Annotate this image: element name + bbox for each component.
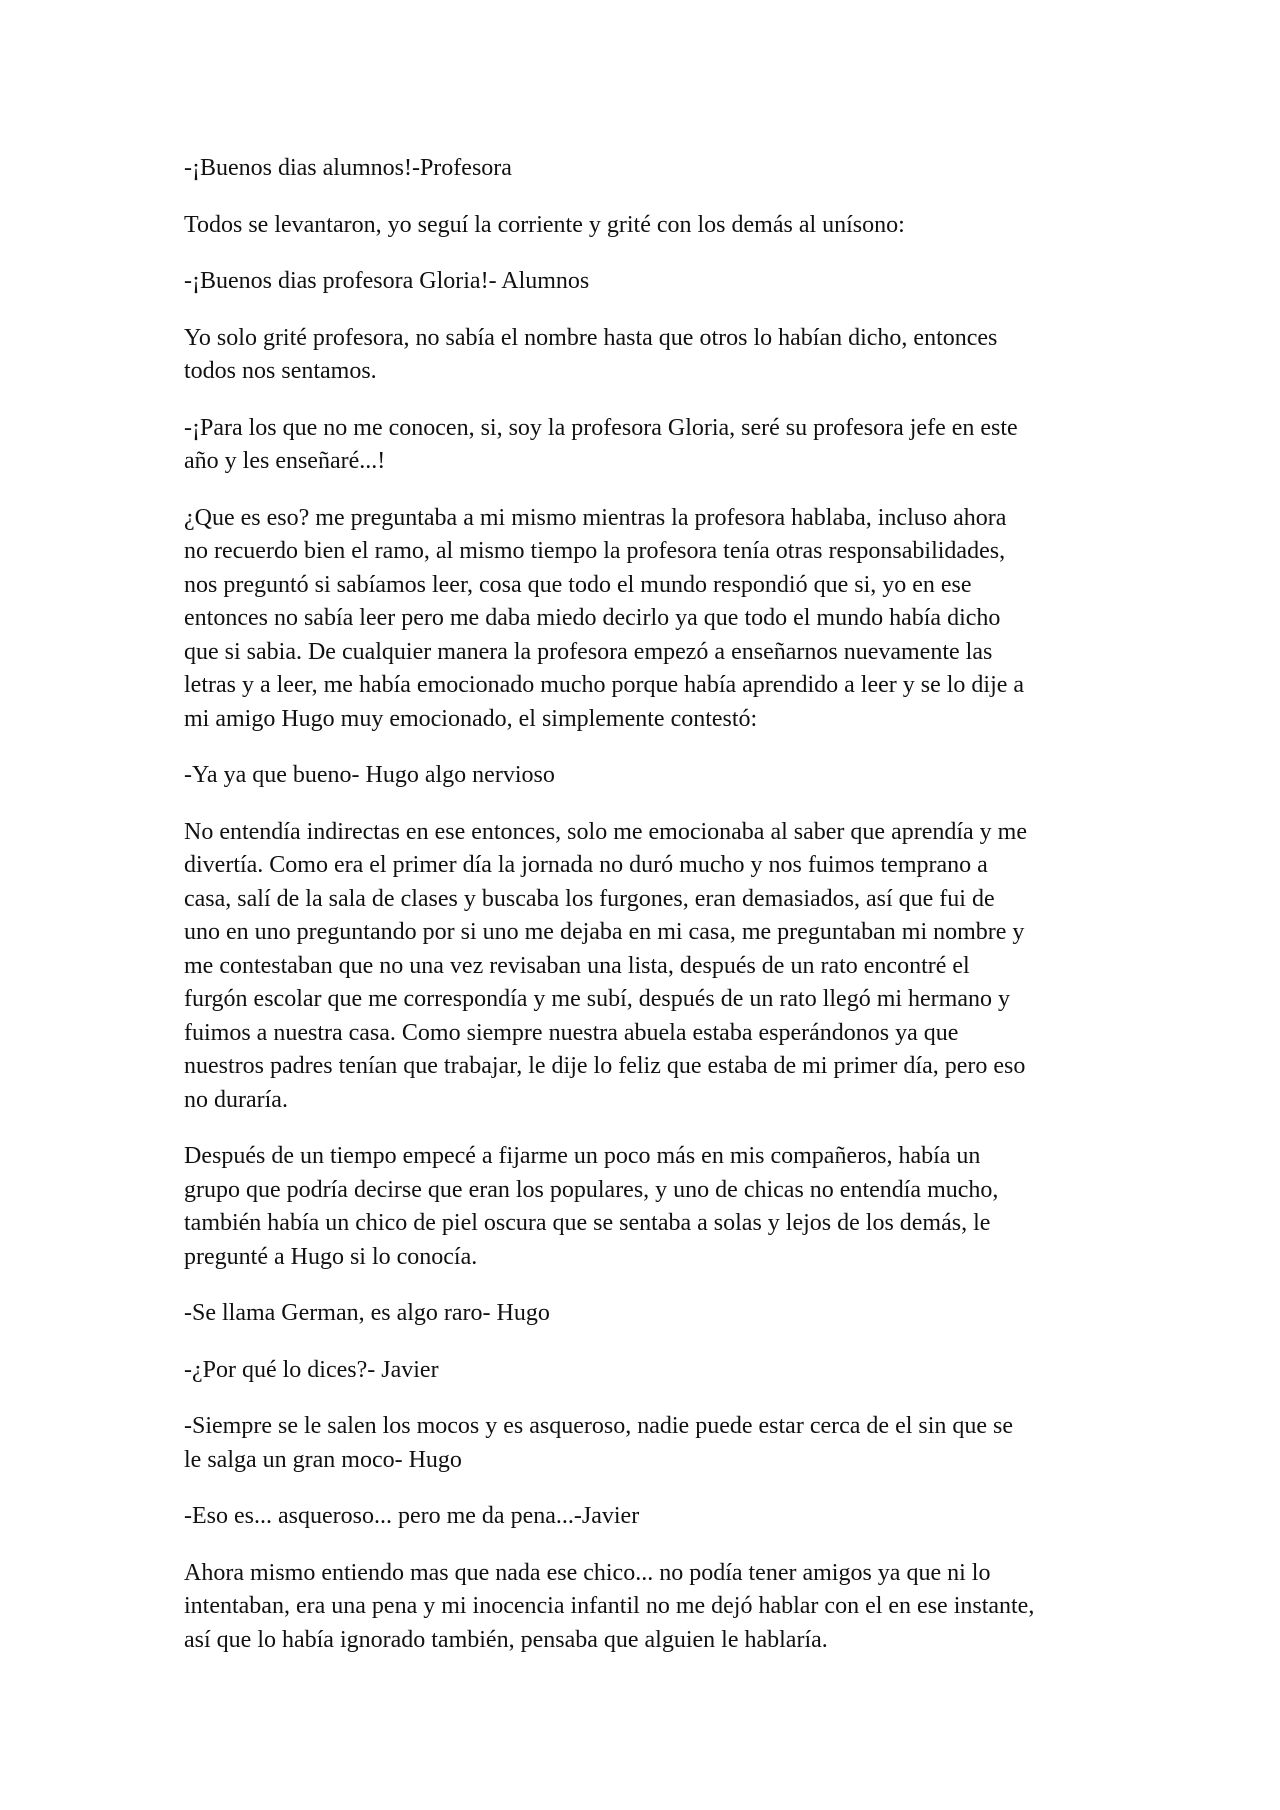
text-line: Todos se levantaron, yo seguí la corriente y grité con los demás al unísono: [184,211,905,238]
text-line: no duraría. [184,1086,288,1113]
text-line: así que lo había ignorado también, pensaba que alguien le hablaría. [184,1626,828,1653]
text-line: furgón escolar que me correspondía y me subí, después de un rato llegó mi hermano y [184,986,1010,1012]
text-line: Después de un tiempo empecé a fijarme un poco más en mis compañeros, había un [184,1143,981,1169]
text-line: -¿Por qué lo dices?- Javier [184,1356,439,1383]
paragraph [184,1557,1124,1658]
paragraph [184,502,1124,737]
text-line: fuimos a nuestra casa. Como siempre nuestra abuela estaba esperándonos ya que [184,1019,959,1046]
paragraph [184,1140,1124,1274]
text-line: Yo solo grité profesora, no sabía el nombre hasta que otros lo habían dicho, entonces [184,324,998,351]
text-line: -¡Buenos dias profesora Gloria!- Alumnos [184,268,590,294]
text-line: año y les enseñaré...! [184,448,386,474]
text-line: -Eso es... asqueroso... pero me da pena...-Javier [184,1503,640,1529]
text-line: nuestros padres tenían que trabajar, le dije lo feliz que estaba de mi primer día, pero eso [184,1053,1026,1079]
paragraph [184,265,1124,299]
text-line: -¡Para los que no me conocen, si, soy la profesora Gloria, seré su profesora jefe en este [184,414,1018,441]
text-line: Ahora mismo entiendo mas que nada ese chico... no podía tener amigos ya que ni lo [184,1559,991,1586]
paragraph [184,152,1124,186]
text-line: -Ya ya que bueno- Hugo algo nervioso [184,762,555,788]
text-line: -Se llama German, es algo raro- Hugo [184,1300,550,1326]
text-line: letras y a leer, me había emocionado mucho porque había aprendido a leer y se lo dije a [184,672,1025,698]
paragraph [184,412,1124,479]
text-line: grupo que podría decirse que eran los populares, y uno de chicas no entendía mucho, [184,1176,999,1203]
text-line: intentaban, era una pena y mi inocencia infantil no me dejó hablar con el en ese instante, [184,1593,1035,1619]
paragraph [184,1410,1124,1477]
paragraph [184,759,1124,793]
text-line: entonces no sabía leer pero me daba miedo decirlo ya que todo el mundo había dicho [184,605,1001,631]
paragraph [184,209,1124,243]
text-line: mi amigo Hugo muy emocionado, el simplemente contestó: [184,705,758,732]
paragraph [184,1297,1124,1331]
text-line: nos preguntó si sabíamos leer, cosa que todo el mundo respondió que si, yo en ese [184,571,972,598]
text-line: casa, salí de la sala de clases y buscaba los furgones, eran demasiados, así que fui de [184,885,995,912]
document-page [184,152,1124,1680]
text-line: todos nos sentamos. [184,358,377,384]
text-line: me contestaban que no una vez revisaban una lista, después de un rato encontré el [184,952,970,979]
text-line: que si sabia. De cualquier manera la profesora empezó a enseñarnos nuevamente las [184,638,993,665]
paragraph [184,1500,1124,1534]
text-line: ¿Que es eso? me preguntaba a mi mismo mientras la profesora hablaba, incluso ahora [184,504,1007,531]
text-line: no recuerdo bien el ramo, al mismo tiempo la profesora tenía otras responsabilidades, [184,538,1006,564]
text-line: No entendía indirectas en ese entonces, solo me emocionaba al saber que aprendía y me [184,818,1027,845]
text-line: -¡Buenos dias alumnos!-Profesora [184,155,512,181]
paragraph [184,1354,1124,1388]
text-line: también había un chico de piel oscura que se sentaba a solas y lejos de los demás, le [184,1210,991,1236]
text-line: divertía. Como era el primer día la jornada no duró mucho y nos fuimos temprano a [184,852,988,878]
text-line: le salga un gran moco- Hugo [184,1446,462,1473]
paragraph [184,322,1124,389]
paragraph [184,816,1124,1118]
text-line: pregunté a Hugo si lo conocía. [184,1243,478,1270]
text-line: uno en uno preguntando por si uno me dejaba en mi casa, me preguntaban mi nombre y [184,919,1025,945]
text-line: -Siempre se le salen los mocos y es asqueroso, nadie puede estar cerca de el sin que se [184,1413,1014,1439]
